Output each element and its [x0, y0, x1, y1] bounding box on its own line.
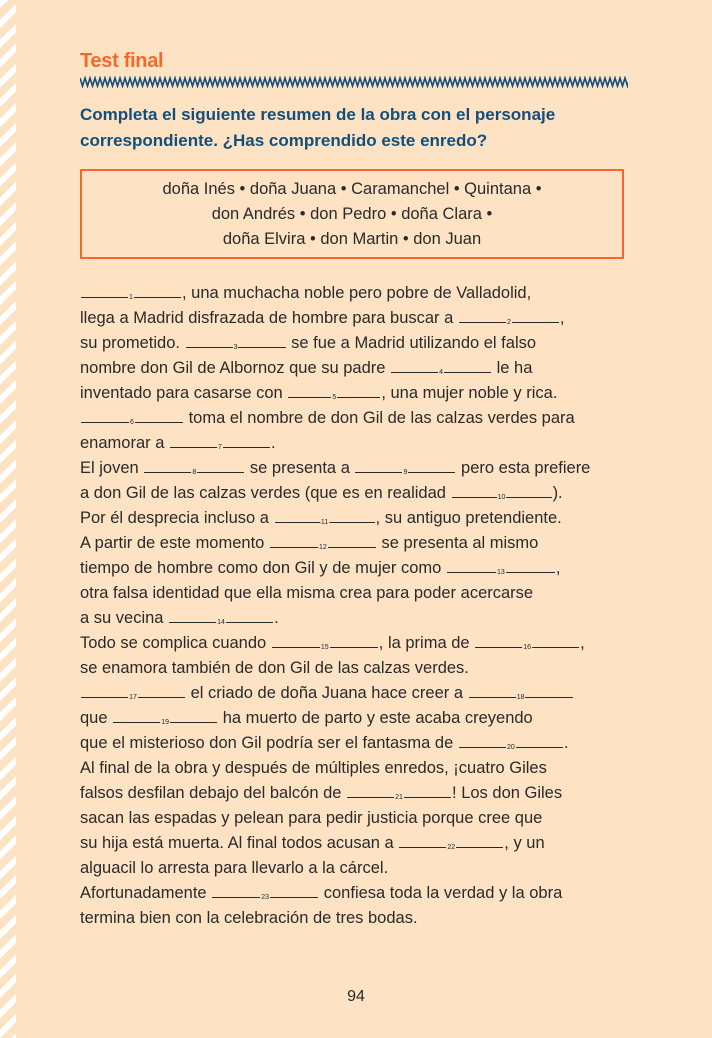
story-line [80, 856, 650, 881]
blank-number: 15 [320, 644, 329, 651]
story-text: otra falsa identidad que ella misma crea para poder acercarse [80, 584, 534, 602]
story-text: , la prima de [378, 634, 475, 652]
story-line [80, 531, 650, 556]
story-text: Afortunadamente [80, 884, 212, 902]
story-text: , [580, 634, 585, 652]
story-text: , una muchacha noble pero pobre de Valladolid, [182, 284, 532, 302]
story-line [80, 631, 650, 656]
blank-number: 2 [506, 319, 511, 326]
blank-8[interactable] [144, 458, 244, 476]
word-bank-line: doña Inés • doña Juana • Caramanchel • Quintana • [162, 179, 542, 198]
blank-number: 11 [320, 519, 329, 526]
blank-number: 22 [447, 844, 456, 851]
story-text: ! Los don Giles [452, 784, 563, 802]
story-line [80, 381, 650, 406]
blank-1[interactable] [81, 283, 181, 301]
story-text: ). [552, 484, 563, 502]
story-text: enamorar a [80, 434, 169, 452]
blank-number: 6 [130, 419, 134, 426]
blank-number: 13 [497, 569, 505, 576]
story-line [80, 731, 650, 756]
blank-number: 16 [523, 644, 532, 651]
blank-number: 3 [233, 344, 238, 351]
story-line [80, 481, 650, 506]
blank-18[interactable] [469, 683, 573, 701]
striped-page-edge [0, 0, 16, 1038]
story-text: El joven [80, 459, 144, 477]
blank-3[interactable] [186, 333, 286, 351]
story-line [80, 506, 650, 531]
blank-2[interactable] [459, 308, 559, 326]
blank-number: 14 [217, 619, 225, 626]
word-bank-box [80, 169, 624, 259]
blank-11[interactable] [275, 508, 375, 526]
blank-20[interactable] [459, 733, 563, 751]
story-text: se fue a Madrid utilizando el falso [286, 334, 537, 352]
blank-number: 5 [332, 394, 337, 401]
blank-number: 4 [439, 369, 443, 376]
story-text: toma el nombre de don Gil de las calzas verdes para [184, 409, 575, 427]
blank-7[interactable] [170, 433, 270, 451]
blank-number: 23 [261, 894, 270, 901]
story-text: a don Gil de las calzas verdes (que es en realidad [80, 484, 451, 502]
blank-13[interactable] [447, 558, 555, 576]
story-text: , su antiguo pretendiente. [375, 509, 562, 527]
story-line [80, 281, 650, 306]
story-line [80, 331, 650, 356]
blank-number: 19 [161, 719, 170, 726]
blank-22[interactable] [399, 833, 503, 851]
story-line [80, 606, 650, 631]
story-text: inventado para casarse con [80, 384, 288, 402]
story-line [80, 881, 650, 906]
story-text: Por él desprecia incluso a [80, 509, 274, 527]
story-text: que el misterioso don Gil podría ser el fantasma de [80, 734, 458, 752]
blank-number: 9 [403, 469, 408, 476]
blank-number: 1 [129, 294, 133, 301]
blank-number: 20 [506, 744, 515, 751]
blank-17[interactable] [81, 683, 185, 701]
story-text: nombre don Gil de Albornoz que su padre [80, 359, 391, 377]
story-line [80, 581, 650, 606]
story-text: tiempo de hombre como don Gil y de mujer como [80, 559, 446, 577]
story-line [80, 356, 650, 381]
story-line [80, 656, 650, 681]
blank-number: 21 [395, 794, 403, 801]
story-text: que [80, 709, 113, 727]
blank-number: 7 [218, 444, 222, 451]
blank-5[interactable] [288, 383, 380, 401]
story-text: su hija está muerta. Al final todos acusan a [80, 834, 399, 852]
story-text: . [274, 609, 279, 627]
story-text: se enamora también de don Gil de las calzas verdes. [80, 659, 469, 677]
story-text: sacan las espadas y pelean para pedir justicia porque cree que [80, 809, 543, 827]
story-text: Al final de la obra y después de múltiples enredos, ¡cuatro Giles [80, 759, 547, 777]
blank-9[interactable] [355, 458, 455, 476]
story-line [80, 406, 650, 431]
blank-6[interactable] [81, 408, 183, 426]
story-line [80, 556, 650, 581]
word-bank-line: doña Elvira • don Martin • don Juan [222, 229, 482, 248]
story-line [80, 431, 650, 456]
story-line [80, 906, 650, 931]
blank-number: 12 [319, 544, 327, 551]
blank-16[interactable] [475, 633, 579, 651]
blank-14[interactable] [169, 608, 273, 626]
story-line [80, 681, 650, 706]
story-text: Todo se complica cuando [80, 634, 271, 652]
story-text: llega a Madrid disfrazada de hombre para buscar a [80, 309, 458, 327]
story-text: termina bien con la celebración de tres bodas. [80, 909, 418, 927]
story-text: A partir de este momento [80, 534, 269, 552]
story-text: alguacil lo arresta para llevarlo a la cárcel. [80, 859, 389, 877]
blank-23[interactable] [212, 883, 318, 901]
zigzag-divider [80, 76, 628, 88]
story-text: , [555, 559, 561, 577]
story-text: confiesa toda la verdad y la obra [319, 884, 563, 902]
story-line [80, 706, 650, 731]
story-text: el criado de doña Juana hace creer a [186, 684, 468, 702]
story-line [80, 456, 650, 481]
blank-10[interactable] [452, 483, 552, 501]
story-line [80, 781, 650, 806]
blank-12[interactable] [270, 533, 376, 551]
story-text: ha muerto de parto y este acaba creyendo [218, 709, 533, 727]
story-line [80, 806, 650, 831]
blank-number: 18 [516, 694, 525, 701]
story-text: . [563, 734, 569, 752]
story-text: se presenta a [245, 459, 355, 477]
blank-21[interactable] [347, 783, 451, 801]
story-line [80, 831, 650, 856]
blank-number: 17 [129, 694, 137, 701]
story-line [80, 756, 650, 781]
exercise-instructions: Completa el siguiente resumen de la obra con el personaje correspondiente. ¿Has comprendido este enredo? [80, 105, 556, 150]
page-number: 94 [347, 988, 365, 1005]
story-text: le ha [492, 359, 533, 377]
story-text: a su vecina [80, 609, 169, 627]
blank-19[interactable] [113, 708, 217, 726]
story-text: falsos desfilan debajo del balcón de [80, 784, 347, 802]
story-line [80, 306, 650, 331]
story-text: . [270, 434, 276, 452]
story-text: pero esta prefiere [456, 459, 591, 477]
story-text: se presenta al mismo [376, 534, 539, 552]
word-bank-line: don Andrés • don Pedro • doña Clara • [211, 204, 493, 223]
page-title: Test final [80, 50, 164, 72]
blank-15[interactable] [272, 633, 378, 651]
story-text: , una mujer noble y rica. [381, 384, 558, 402]
story-summary [80, 281, 650, 931]
story-text: , [559, 309, 565, 327]
blank-4[interactable] [391, 358, 491, 376]
blank-number: 10 [497, 494, 506, 501]
story-text: su prometido. [80, 334, 185, 352]
blank-number: 8 [192, 469, 197, 476]
story-text: , y un [504, 834, 545, 852]
